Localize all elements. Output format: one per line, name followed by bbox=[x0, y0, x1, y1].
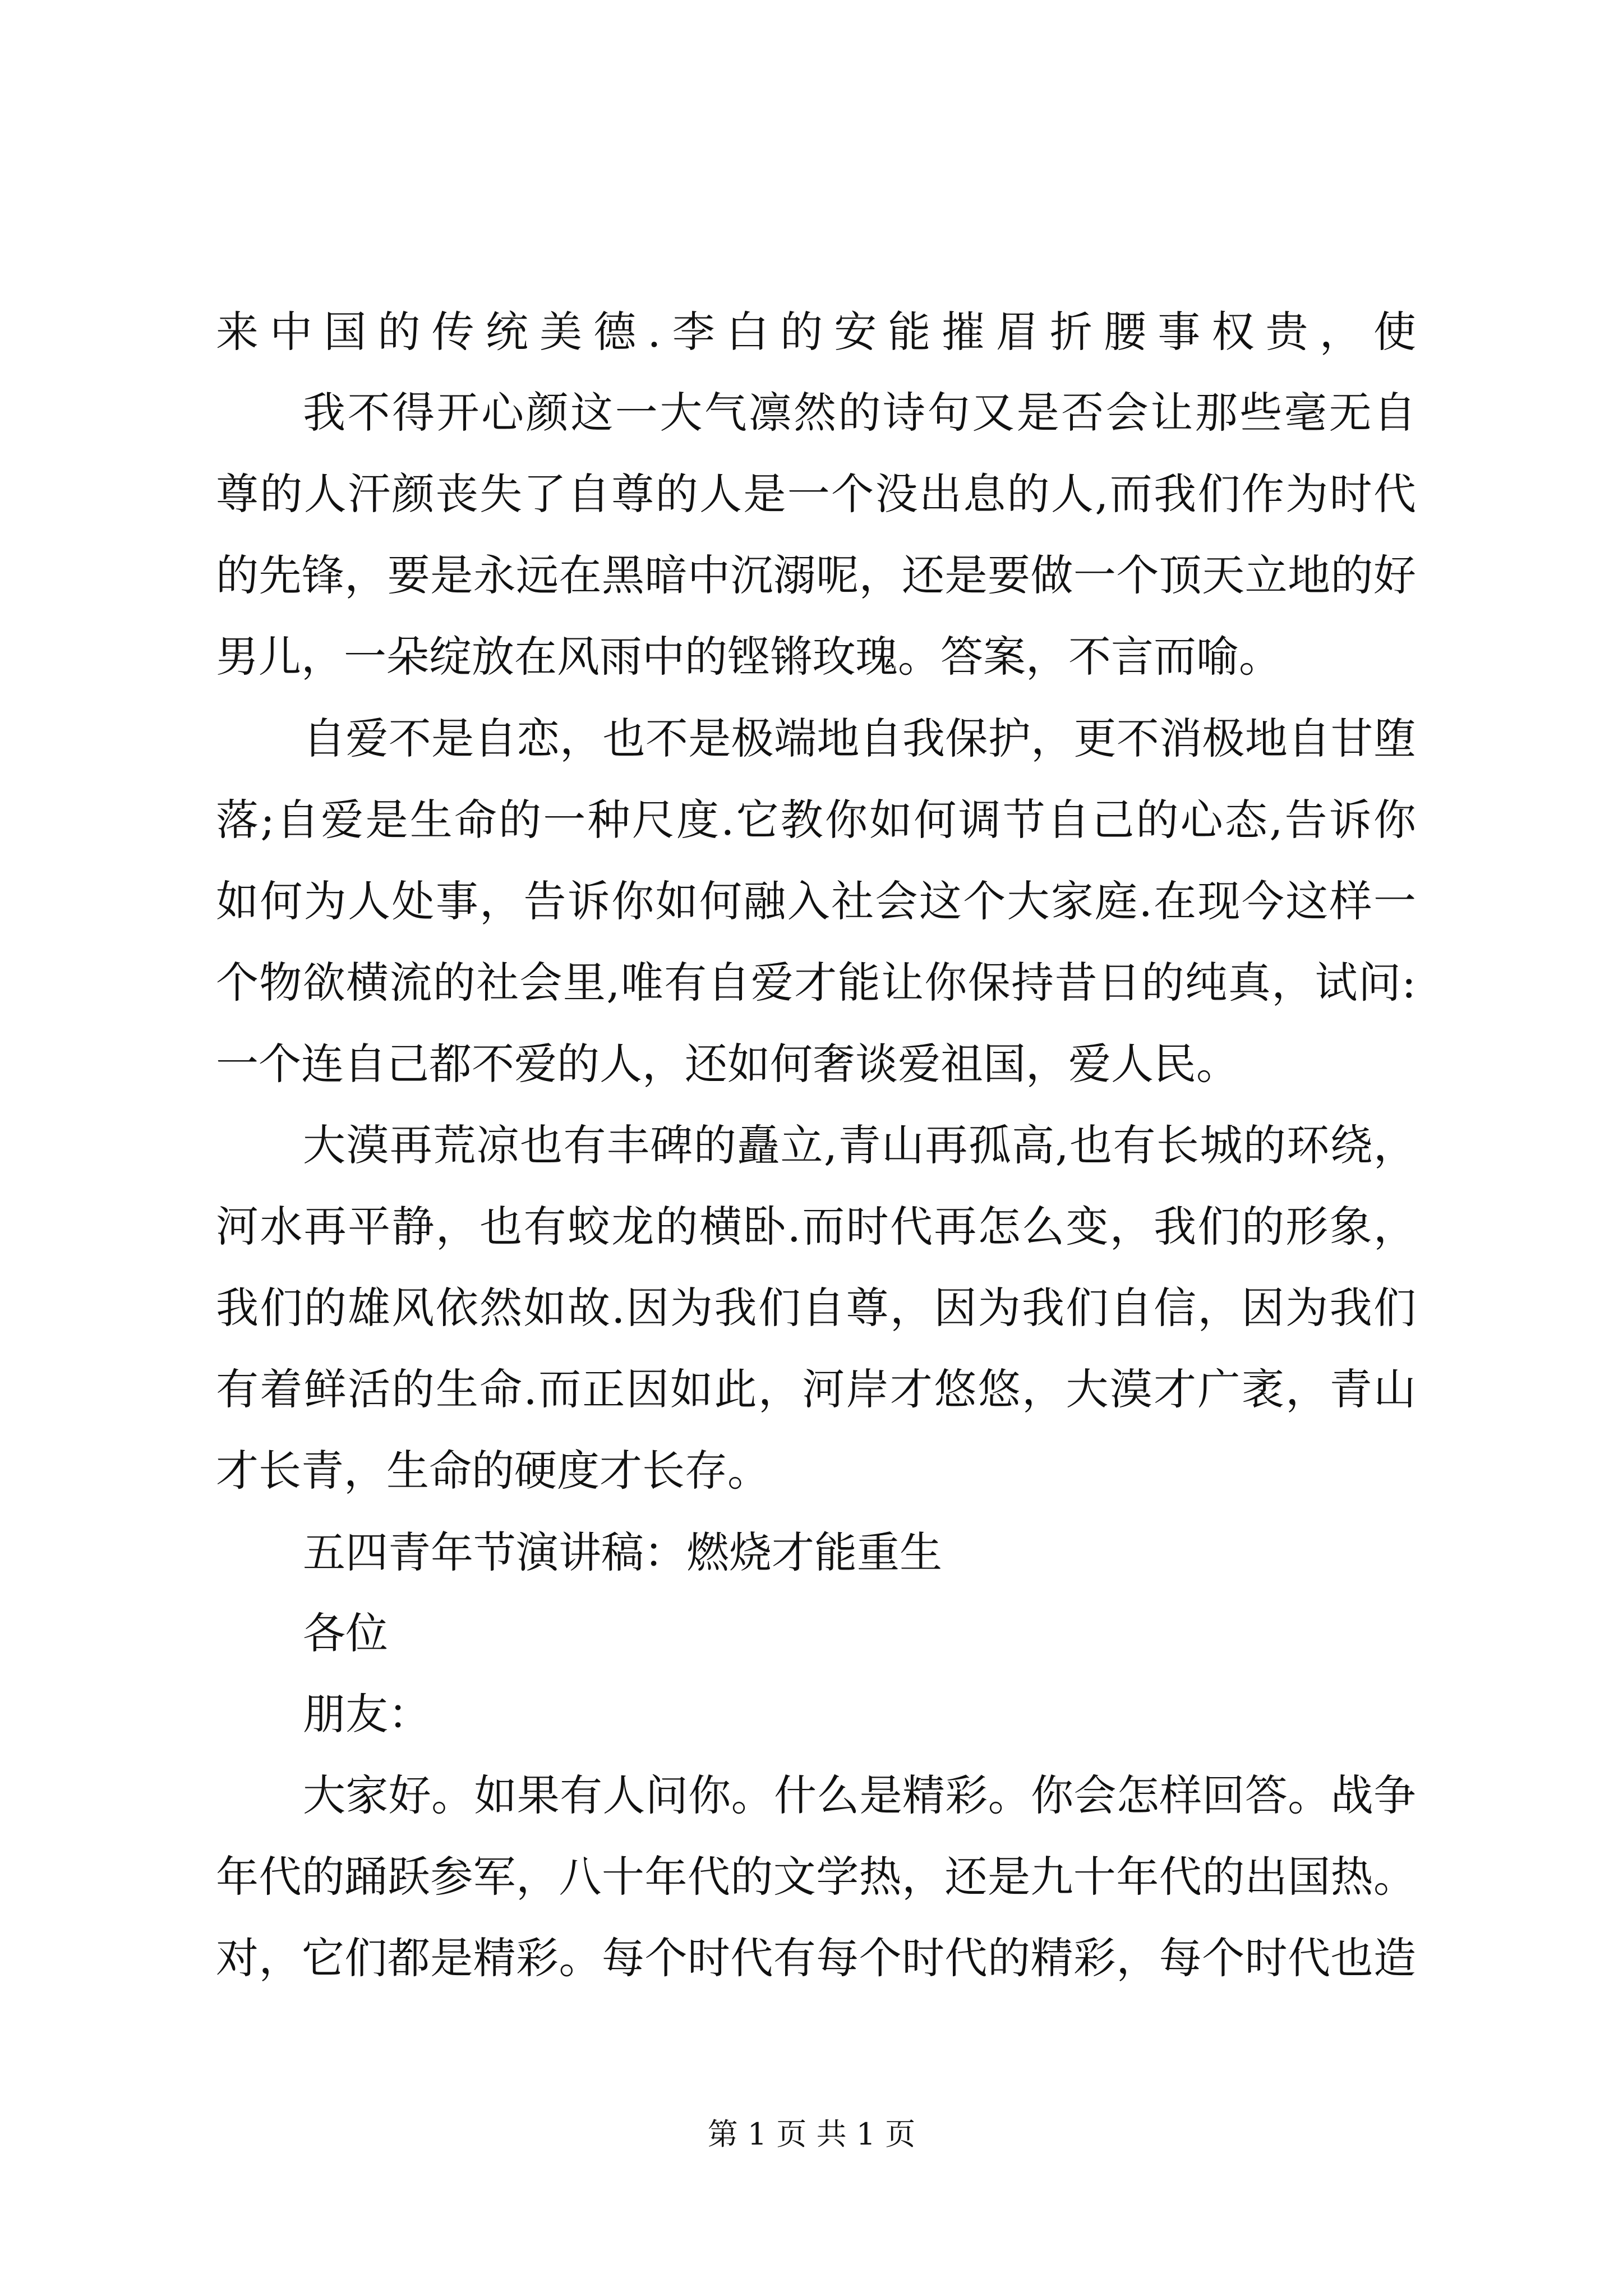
text-line-6: 自爱不是自恋，也不是极端地自我保护，更不消极地自甘堕 bbox=[303, 714, 1416, 763]
page-footer: 第 1 页 共 1 页 bbox=[707, 2116, 916, 2152]
text-line-19: 大家好。如果有人问你。什么是精彩。你会怎样回答。战争 bbox=[303, 1770, 1416, 1820]
text-line-11: 大漠再荒凉也有丰碑的矗立,青山再孤高,也有长城的环绕， bbox=[303, 1120, 1416, 1170]
text-line-12: 河水再平静，也有蛟龙的横卧.而时代再怎么变，我们的形象， bbox=[216, 1202, 1416, 1251]
text-line-20: 年代的踊跃参军，八十年代的文学热，还是九十年代的出国热。 bbox=[216, 1852, 1416, 1902]
text-line-21: 对，它们都是精彩。每个时代有每个时代的精彩，每个时代也造 bbox=[216, 1933, 1416, 1983]
text-line-15: 才长青，生命的硬度才长存。 bbox=[216, 1446, 770, 1496]
text-line-7: 落;自爱是生命的一种尺度.它教你如何调节自己的心态,告诉你 bbox=[216, 795, 1416, 845]
salutation-line-2: 朋友： bbox=[303, 1689, 431, 1739]
text-line-10: 一个连自己都不爱的人，还如何奢谈爱祖国，爱人民。 bbox=[216, 1039, 1239, 1089]
text-line-2: 我不得开心颜这一大气凛然的诗句又是否会让那些毫无自 bbox=[303, 388, 1416, 438]
text-line-8: 如何为人处事，告诉你如何融入社会这个大家庭.在现今这样一 bbox=[216, 876, 1416, 926]
salutation-line-1: 各位 bbox=[303, 1608, 388, 1658]
text-line-5: 男儿，一朵绽放在风雨中的铿锵玫瑰。答案，不言而喻。 bbox=[216, 632, 1281, 682]
text-line-14: 有着鲜活的生命.而正因如此，河岸才悠悠，大漠才广袤，青山 bbox=[216, 1364, 1416, 1414]
text-line-4: 的先锋，要是永远在黑暗中沉溺呢，还是要做一个顶天立地的好 bbox=[216, 550, 1416, 600]
text-line-1: 来中国的传统美德.李白的安能摧眉折腰事权贵，使 bbox=[216, 307, 1416, 357]
section-heading: 五四青年节演讲稿：燃烧才能重生 bbox=[303, 1527, 942, 1577]
text-line-13: 我们的雄风依然如故.因为我们自尊，因为我们自信，因为我们 bbox=[216, 1283, 1416, 1333]
text-line-9: 个物欲横流的社会里,唯有自爱才能让你保持昔日的纯真，试问: bbox=[216, 958, 1416, 1007]
text-line-3: 尊的人汗颜丧失了自尊的人是一个没出息的人,而我们作为时代 bbox=[216, 469, 1416, 519]
